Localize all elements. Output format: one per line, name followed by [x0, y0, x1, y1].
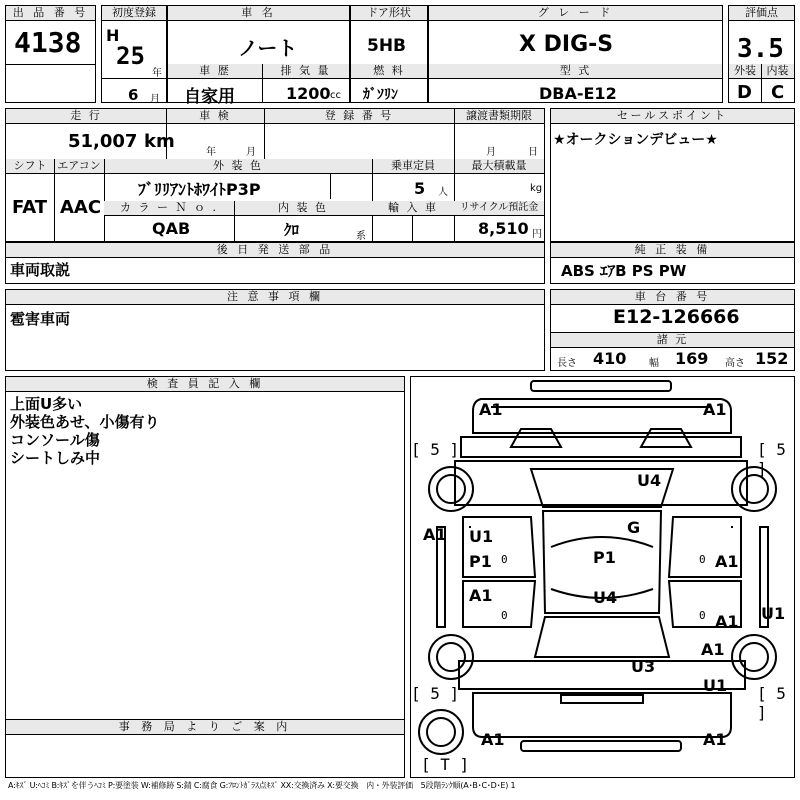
ext-color-label: 外 装 色 — [104, 159, 373, 174]
damage-legend: A:ｷｽﾞ U:ﾍｺﾐ B:ｷｽﾞを伴うﾍｺﾐ P:要塗装 W:補修跡 S:錆 C:腐食 G:ﾌﾛﾝﾄｶﾞﾗｽ点ｷｽﾞ XX:交換済み X:要交換 内・外装評価 5段階ﾗﾝｸ順(A･B･C･D･E) 1 — [8, 781, 516, 790]
height-label: 高さ — [725, 358, 745, 369]
import-label: 輸 入 車 — [372, 201, 454, 216]
int-color-label: 内 装 色 — [234, 201, 372, 216]
exterior-label: 外装 — [729, 64, 762, 79]
damage-code: U1 — [761, 604, 786, 623]
later-parts-label: 後 日 発 送 部 品 — [6, 243, 544, 258]
displacement: 1200 — [286, 84, 331, 103]
caution-label: 注 意 事 項 欄 — [6, 290, 544, 305]
svg-text:0: 0 — [501, 609, 508, 622]
damage-code: U3 — [631, 657, 656, 676]
damage-diagram — [410, 376, 795, 778]
damage-code: A1 — [701, 640, 725, 659]
inspection-month-unit: 月 — [246, 147, 256, 158]
spec-label: 諸 元 — [551, 332, 794, 348]
tire-rear-left: [ 5 ] — [411, 684, 460, 703]
score-box — [728, 5, 795, 103]
damage-code: P1 — [593, 548, 616, 567]
capacity-label: 乗車定員 — [372, 159, 455, 174]
door-label: ドア形状 — [351, 6, 427, 21]
door-type: 5HB — [367, 36, 407, 56]
sales-point-label: セールスポイント — [551, 109, 794, 124]
inspector-note-4: シートしみ中 — [10, 449, 101, 467]
damage-code: A1 — [481, 730, 505, 749]
caution-box — [5, 289, 545, 371]
length: 410 — [593, 349, 627, 368]
svg-text:0: 0 — [699, 609, 706, 622]
recycle-fee: 8,510 — [478, 219, 529, 238]
max-load-label: 最大積載量 — [454, 159, 544, 174]
inspector-note-3: コンソール傷 — [10, 431, 100, 449]
chassis-label: 車 台 番 号 — [551, 290, 794, 305]
mileage: 51,007 — [68, 131, 138, 152]
width-label: 幅 — [649, 358, 659, 369]
registration-year: 25 — [116, 42, 145, 70]
model: DBA-E12 — [539, 84, 617, 103]
inspection-label: 車 検 — [166, 109, 265, 124]
model-label: 型 式 — [429, 64, 722, 79]
ac-label: エアコン — [54, 159, 105, 174]
shift: FAT — [12, 197, 48, 218]
car-name-box — [167, 5, 350, 107]
damage-code: A1 — [715, 612, 739, 631]
inspector-label: 検 査 員 記 入 欄 — [6, 377, 404, 392]
chassis-number: E12-126666 — [613, 306, 740, 328]
damage-code: A1 — [469, 586, 493, 605]
mileage-label: 走 行 — [6, 109, 167, 124]
car-name: ノート — [238, 36, 298, 60]
mileage-unit: km — [144, 131, 175, 152]
fuel: ｶﾞｿﾘﾝ — [363, 87, 398, 103]
recycle-label: リサイクル預託金 — [454, 201, 544, 216]
first-registration-label: 初度登録 — [102, 6, 166, 21]
damage-code: U4 — [593, 588, 618, 607]
sales-point-box — [550, 108, 795, 242]
ext-color: ﾌﾞﾘﾘｱﾝﾄﾎﾜｲﾄP3P — [138, 180, 261, 199]
svg-text:0: 0 — [501, 553, 508, 566]
int-color-unit: 系 — [356, 231, 366, 242]
capacity: 5 — [414, 179, 426, 198]
length-label: 長さ — [557, 358, 577, 369]
tire-front-left: [ 5 ] — [411, 440, 460, 459]
damage-code: A1 — [703, 730, 727, 749]
damage-code: A1 — [479, 400, 503, 419]
inspection-year-unit: 年 — [206, 147, 216, 158]
tire-rear-right: [ 5 ] — [757, 684, 786, 722]
inspector-note-1: 上面U多い — [10, 395, 83, 413]
width: 169 — [675, 349, 709, 368]
inspector-box — [5, 376, 405, 778]
equipment-box — [550, 242, 795, 284]
car-outline-diagram — [411, 377, 794, 777]
damage-code: U1 — [469, 527, 494, 546]
transfer-label: 譲渡書類期限 — [454, 109, 544, 124]
damage-code: P1 — [469, 552, 492, 571]
first-registration-box — [101, 5, 167, 103]
damage-code: A1 — [703, 400, 727, 419]
sales-point: ★オークションデビュー★ — [553, 132, 718, 148]
svg-text:0: 0 — [699, 553, 706, 566]
transfer-day-unit: 日 — [528, 147, 538, 158]
displacement-unit: cc — [330, 90, 341, 101]
interior-grade: C — [771, 82, 785, 103]
damage-code: U4 — [637, 471, 662, 490]
equipment: ABS ｴｱB PS PW — [561, 262, 687, 280]
damage-code: G — [627, 518, 641, 537]
damage-code: U1 — [703, 676, 728, 695]
max-load-unit: kg — [530, 183, 543, 194]
tire-spare: [ T ] — [421, 755, 470, 774]
damage-code: A1 — [715, 552, 739, 571]
score: 3.5 — [737, 34, 784, 64]
door-box — [350, 5, 428, 103]
history-label: 車 歴 — [168, 64, 263, 79]
year-unit: 年 — [152, 68, 162, 79]
score-label: 評価点 — [729, 6, 794, 21]
car-name-label: 車 名 — [168, 6, 349, 21]
equipment-label: 純 正 装 備 — [551, 243, 794, 258]
interior-label: 内装 — [761, 64, 794, 79]
inspector-note-2: 外装色あせ、小傷有り — [10, 413, 160, 431]
chassis-box — [550, 289, 795, 371]
height: 152 — [755, 349, 789, 368]
plate-label: 登 録 番 号 — [264, 109, 455, 124]
tire-front-right: [ 5 ] — [757, 440, 786, 478]
fuel-label: 燃 料 — [351, 64, 427, 79]
recycle-unit: 円 — [532, 229, 542, 240]
ac: AAC — [60, 197, 102, 218]
grade: X DIG-S — [519, 32, 614, 57]
spec-table — [5, 108, 545, 242]
displacement-label: 排 気 量 — [262, 64, 349, 79]
color-no: QAB — [152, 219, 191, 238]
lot-number-box — [5, 5, 96, 103]
damage-code: A1 — [423, 525, 447, 544]
exterior-grade: D — [737, 82, 752, 103]
transfer-month-unit: 月 — [486, 147, 496, 158]
lot-number-label: 出 品 番 号 — [6, 6, 95, 21]
int-color: ｸﾛ — [284, 221, 300, 239]
registration-month: 6 — [128, 86, 139, 104]
later-parts: 車両取説 — [10, 261, 71, 279]
lot-number: 4138 — [14, 26, 82, 59]
color-no-label: カ ラ ー Ｎ ｏ . — [104, 201, 235, 216]
office-label: 事 務 局 よ り ご 案 内 — [6, 719, 404, 735]
era: H — [106, 26, 120, 45]
month-unit: 月 — [150, 94, 160, 105]
history: 自家用 — [184, 87, 235, 107]
shift-label: シフト — [6, 159, 55, 174]
grade-label: グ レ ー ド — [429, 6, 722, 21]
capacity-unit: 人 — [438, 187, 448, 198]
later-parts-box — [5, 242, 545, 284]
grade-box — [428, 5, 723, 103]
caution: 雹害車両 — [10, 310, 71, 328]
